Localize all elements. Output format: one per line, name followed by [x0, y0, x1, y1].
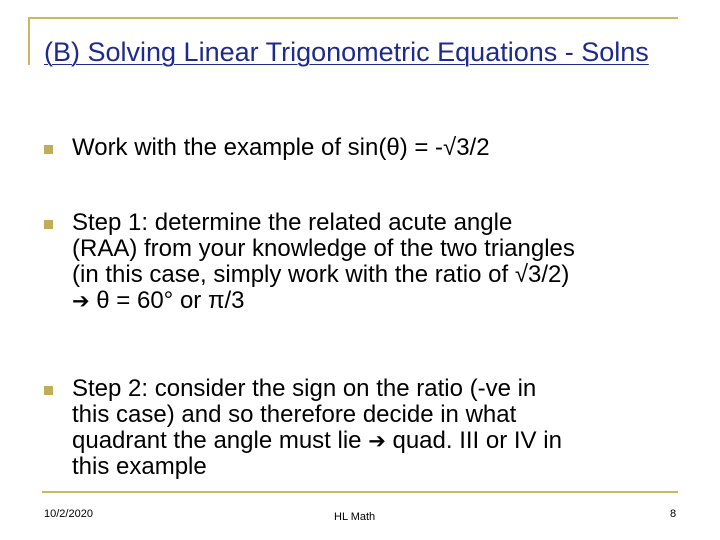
- slide-title: (B) Solving Linear Trigonometric Equations - Solns: [44, 37, 649, 67]
- right-arrow-icon: ➔: [368, 429, 386, 453]
- footer-center-text: HL Math: [334, 511, 376, 523]
- bullet-3-line-4: this example: [72, 453, 207, 480]
- bullet-2-line-1: Step 1: determine the related acute angle: [72, 209, 513, 236]
- bullet-3-line-3-tail: quad. III or IV in: [392, 427, 562, 454]
- bullet-marker: [44, 145, 53, 154]
- bullet-3-line-2: this case) and so therefore decide in what: [72, 401, 517, 428]
- bullet-1: [72, 135, 692, 161]
- right-arrow-icon: ➔: [72, 289, 90, 313]
- footer-date: 10/2/2020: [44, 508, 93, 520]
- frame-left-rule: [28, 17, 30, 65]
- bullet-2-line-3: (in this case, simply work with the ratio of √3/2): [72, 261, 570, 288]
- bullet-3-line-3-text: quadrant the angle must lie: [72, 427, 362, 454]
- bullet-2-line-2: (RAA) from your knowledge of the two triangles: [72, 235, 575, 262]
- bullet-3: [72, 376, 692, 480]
- bullet-3-line-3: [72, 428, 692, 454]
- bullet-2: [72, 210, 692, 314]
- bullet-1-line-1: Work with the example of sin(θ) = -√3/2: [72, 134, 490, 161]
- footer-page-number: 8: [670, 508, 677, 520]
- frame-top-rule: [28, 17, 678, 19]
- bullet-2-line-4-text: θ = 60° or π/3: [96, 287, 245, 314]
- bullet-3-line-1: Step 2: consider the sign on the ratio (-ve in: [72, 375, 537, 402]
- frame-bottom-rule: [42, 491, 678, 493]
- bullet-marker: [44, 220, 53, 229]
- bullet-2-line-4: [72, 288, 692, 314]
- bullet-marker: [44, 386, 53, 395]
